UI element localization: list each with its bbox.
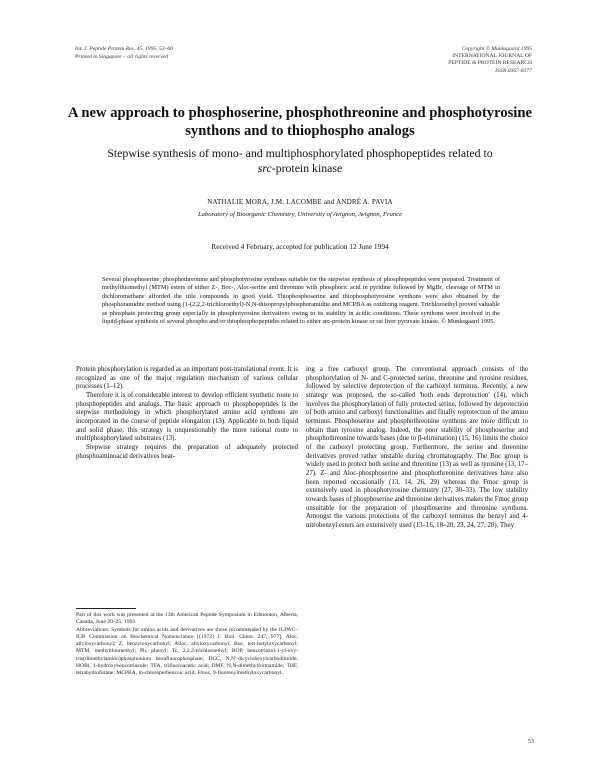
copyright-line: Copyright © Munksgaard 1995: [461, 46, 532, 52]
body-paragraph: Stepwise strategy requires the preparation of adequately protected phosphoaminoacid derivatives bear-: [76, 443, 298, 460]
author-list: NATHALIE MORA, J.M. LACOMBE and ANDRÉ A. PAVIA: [207, 198, 393, 206]
footnote: Abbreviations: Symbols for amino acids and derivatives are those recommended by the IUPAC–IUB Commission on Biochemical Nomenclature [(1972) J. Biol. Chem. 247, 977]. Aloc, allyloxycarbonyl; Z, benzyloxycarbonyl; Alloc, allyloxycarbonyl; Boc, tert-butyloxycarbonyl; MTM, methylthiomethyl; Ph, phenyl; Tc, 2,2,2-trichloroethyl; BOP, benzotriazol-1-yl-oxy-tris(dimethylamino)phosphonium hexafluorophosphate; DCC, N,N'-dicyclohexylcarbodiimide; HOBt, 1-hydroxybenzotriazole; TFA, trifluoroacetic acid; DMF, N,N-dimethylformamide; THF, tetrahydrofurane; MCPBA, m-chloroperbenzoic acid; Fmoc, 9-fluorenylmethyloxycarbonyl.: [76, 626, 298, 676]
subtitle-text: Stepwise synthesis of mono- and multiphosphorylated phosphopeptides related to: [107, 146, 493, 160]
journal-citation-line: Int. J. Peptide Protein Res. 45, 1995, 53–60: [75, 46, 173, 52]
footnote-divider: [76, 608, 136, 609]
page-number: 53: [528, 739, 534, 745]
journal-name-line-2: PEPTIDE & PROTEIN RESEARCH: [448, 60, 532, 67]
journal-name-line-1: INTERNATIONAL JOURNAL OF: [452, 53, 532, 60]
received-date: Received 4 February, accepted for publication 12 June 1994: [211, 242, 389, 251]
affiliation: Laboratory of Bioorganic Chemistry, University of Avignon, Avignon, France: [197, 211, 403, 218]
body-paragraph: Therefore it is of considerable interest to develop efficient synthetic route to phosphopeptides and analogs. The basic approach to phosphopeptides is the stepwise methodology in which phosphorylated amino acid synthons are incorporated in the course of peptide elongation (13). Applicable to both liquid and solid phase, this strategy is unquestionably the more rational route to multiphosphorylated substrates (13).: [76, 391, 298, 443]
journal-masthead: [352, 46, 532, 75]
subtitle-italic: src: [257, 160, 272, 175]
paper-subtitle: [60, 146, 540, 175]
footnotes: [76, 612, 298, 677]
abstract: Several phosphoserine, phosphothreonine and phosphotyrosine synthons suitable for the stepwise synthesis of phosphopeptides were prepared. Treatment of methylthiomethyl (MTM) esters of either Z-, Boc-, Aloc-serine and threonine with phosphoric acid in pyridine followed by MgBr₂ cleavage of MTM in dichloromethane afforded the title compounds in good yield. Thiophosphoserine and thiophosphotyrosine synthons were also obtained by the phosphoramidite method using (1-(2,2,2-trichloroethyl)-N,N-diisopropylphosphoramidite and MCPBA as oxidizing reagent. Trichloroethyl proved valuable as phosphate protecting group especially in phosphotyrosine derivatives owing to its stability in acidic conditions. These synthons were involved in the liquid-phase synthesis of several phospho and/or thiophosphopeptides related to either src-protein kinase or rat liver pyruvate kinase. © Munksgaard 1995.: [102, 276, 500, 326]
body-column-left: [76, 366, 298, 461]
journal-citation: [75, 46, 295, 61]
issn-line: ISSN 0367-8377: [495, 67, 532, 74]
journal-printed-line: Printed in Singapore – all rights reserved: [75, 53, 169, 60]
subtitle-text-end: -protein kinase: [271, 160, 343, 175]
body-column-right: [306, 366, 528, 530]
footnote: Part of this work was presented at the 13th American Peptide Symposium in Edmonton, Alberta, Canada, June 20–25, 1993.: [76, 612, 298, 626]
paper-title: A new approach to phosphoserine, phosphothreonine and phosphotyrosine synthons and to thiophospho analogs: [68, 105, 532, 139]
body-paragraph: ing a free carboxyl group. The conventional approach consists of the phosphorylation of N- and C-protected serine, threonine and tyrosine residues, followed by selective deprotection of the carboxyl terminus. Recently, a new strategy was proposed, the so-called 'both ends deprotection' (14), which involves the phosphorylation of fully protected serine, followed by deprotection of both amino and carboxyl functionalities and finally reprotection of the amino terminus. Phosphoserine and phosphothreonine synthons are more difficult to obtain than tyrosine analog. Indeed, the poor stability of phosphoserine and phosphothreonine towards bases (due to β-elimination) (15, 16) limits the choice of the carboxyl protecting group. Furthermore, the serine and threonine derivatives proved rather unstable during chromatography. The Boc group is widely used to protect both serine and threonine (13) as well as tyrosine (13, 17–27). Z- and Aloc-phosphoserine and phosphothreonine derivatives have also been reported occasionally (13, 14, 26, 29) whereas the Fmoc group is extensively used in phosphotyrosine chemistry (27, 30–33). The low stability towards bases of phosphoserine and threonine derivatives makes the Fmoc group unsuitable for the preparation of phosphoserine and threonine synthons. Amongst the various protections of the carboxyl terminus the benzyl and 4-nitrobenzyl esters are extensively used (13–16, 18–20, 23, 24, 27, 28). They: [306, 366, 528, 529]
body-paragraph: Protein phosphorylation is regarded as an important post-translational event. It is recognized as one of the major regulation mechanism of various cellular processes (1–12).: [76, 366, 298, 391]
